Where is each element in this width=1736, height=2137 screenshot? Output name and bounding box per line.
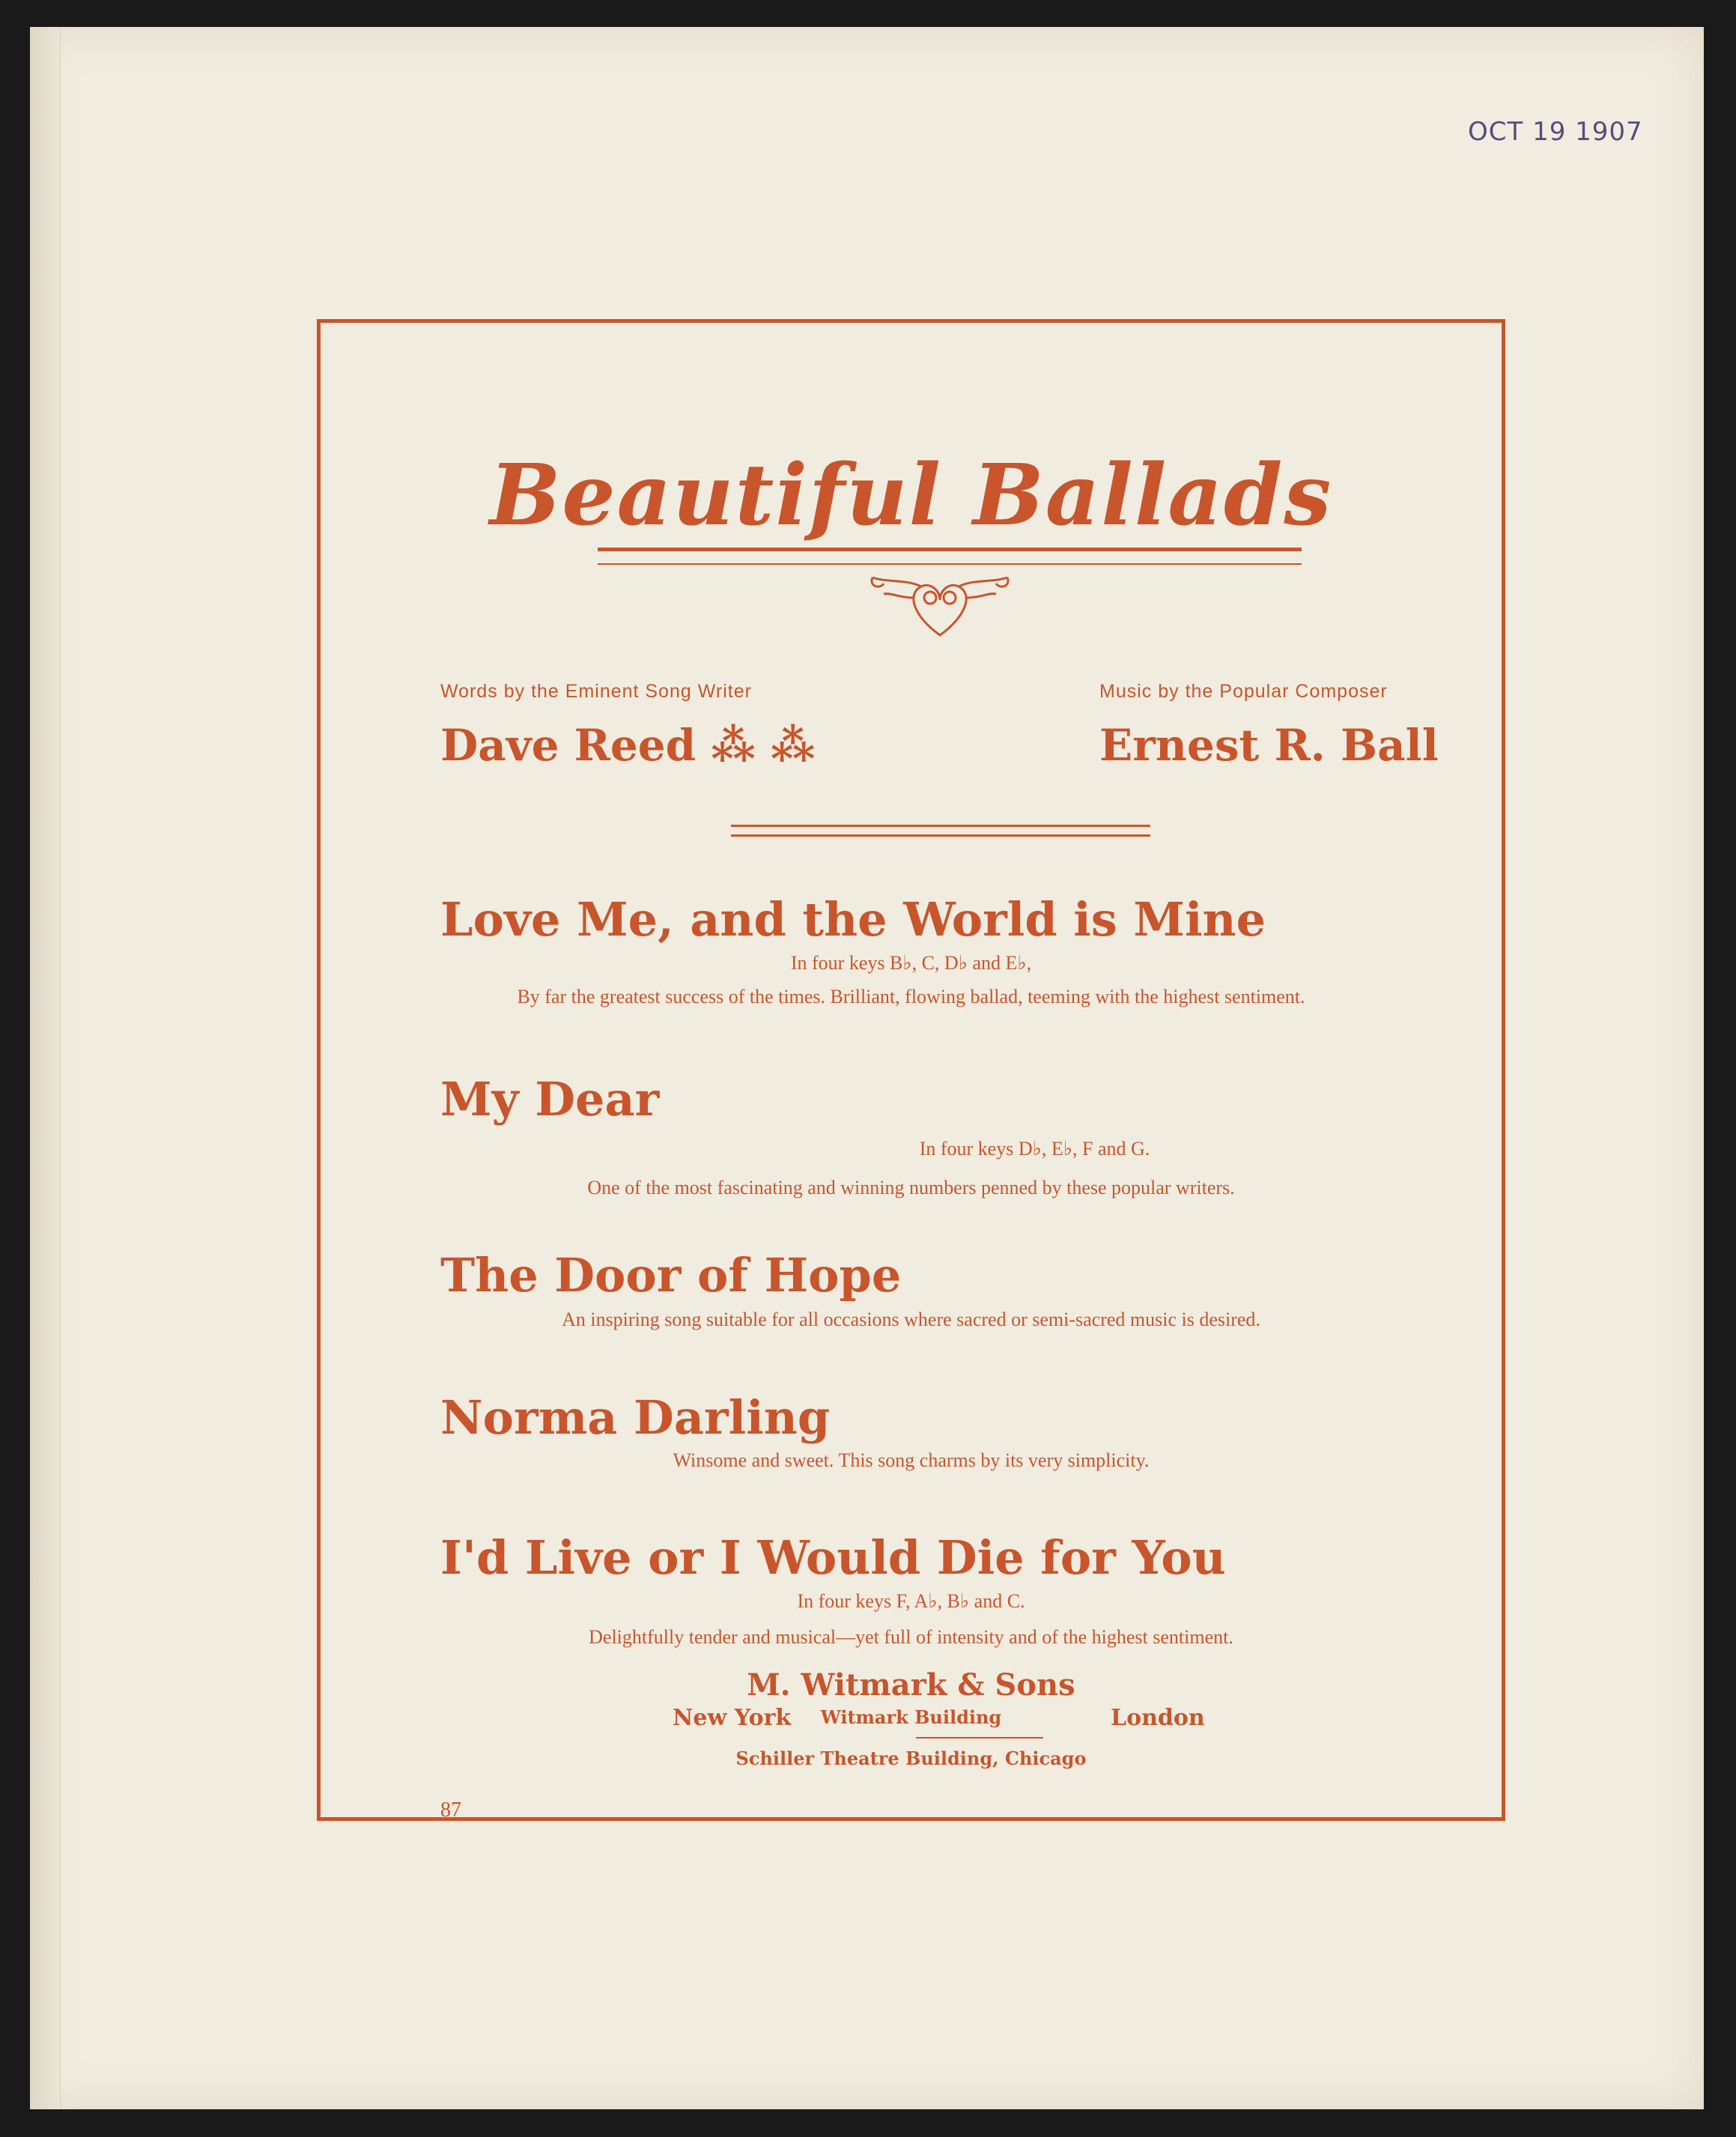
heart-scroll-ornament-icon [861, 564, 1019, 646]
publisher-name: M. Witmark & Sons [747, 1667, 1075, 1703]
words-credit-label: Words by the Eminent Song Writer [440, 681, 752, 702]
composer-name: Ernest R. Ball [1099, 720, 1439, 771]
publisher-chicago-address: Schiller Theatre Building, Chicago [735, 1748, 1087, 1769]
building-underline [916, 1737, 1043, 1739]
advertisement-frame [317, 319, 1505, 1821]
song-title: My Dear [440, 1072, 660, 1127]
song-keys: In four keys D♭, E♭, F and G. [919, 1138, 1150, 1160]
song-title: The Door of Hope [440, 1248, 902, 1303]
date-stamp: OCT 19 1907 [1468, 117, 1643, 147]
page-spine [30, 27, 61, 2109]
song-description: One of the most fascinating and winning numbers penned by these popular writers. [587, 1177, 1235, 1198]
song-description: Delightfully tender and musical—yet full of intensity and of the highest sentiment. [589, 1626, 1233, 1648]
song-description: By far the greatest success of the times. Brilliant, flowing ballad, teeming with the highest sentiment. [517, 986, 1305, 1007]
sheet-music-back-cover [30, 27, 1704, 2109]
song-title: Love Me, and the World is Mine [440, 892, 1266, 947]
publisher-city-new-york: New York [673, 1705, 792, 1731]
publisher-city-london: London [1111, 1705, 1205, 1731]
song-title: I'd Live or I Would Die for You [440, 1530, 1226, 1585]
song-description: An inspiring song suitable for all occasions where sacred or semi-sacred music is desired. [562, 1309, 1260, 1330]
song-keys: In four keys B♭, C, D♭ and E♭, [790, 952, 1032, 974]
lyricist-name: Dave Reed ⁂ ⁂ [440, 720, 816, 771]
page-number: 87 [440, 1798, 461, 1822]
song-keys: In four keys F, A♭, B♭ and C. [797, 1590, 1025, 1612]
song-description: Winsome and sweet. This song charms by its very simplicity. [673, 1449, 1150, 1471]
section-double-rule [731, 825, 1150, 837]
page-title: Beautiful Ballads [489, 446, 1333, 545]
music-credit-label: Music by the Popular Composer [1099, 681, 1388, 702]
title-double-rule [598, 548, 1302, 565]
song-title: Norma Darling [440, 1390, 831, 1445]
publisher-building: Witmark Building [820, 1706, 1002, 1728]
